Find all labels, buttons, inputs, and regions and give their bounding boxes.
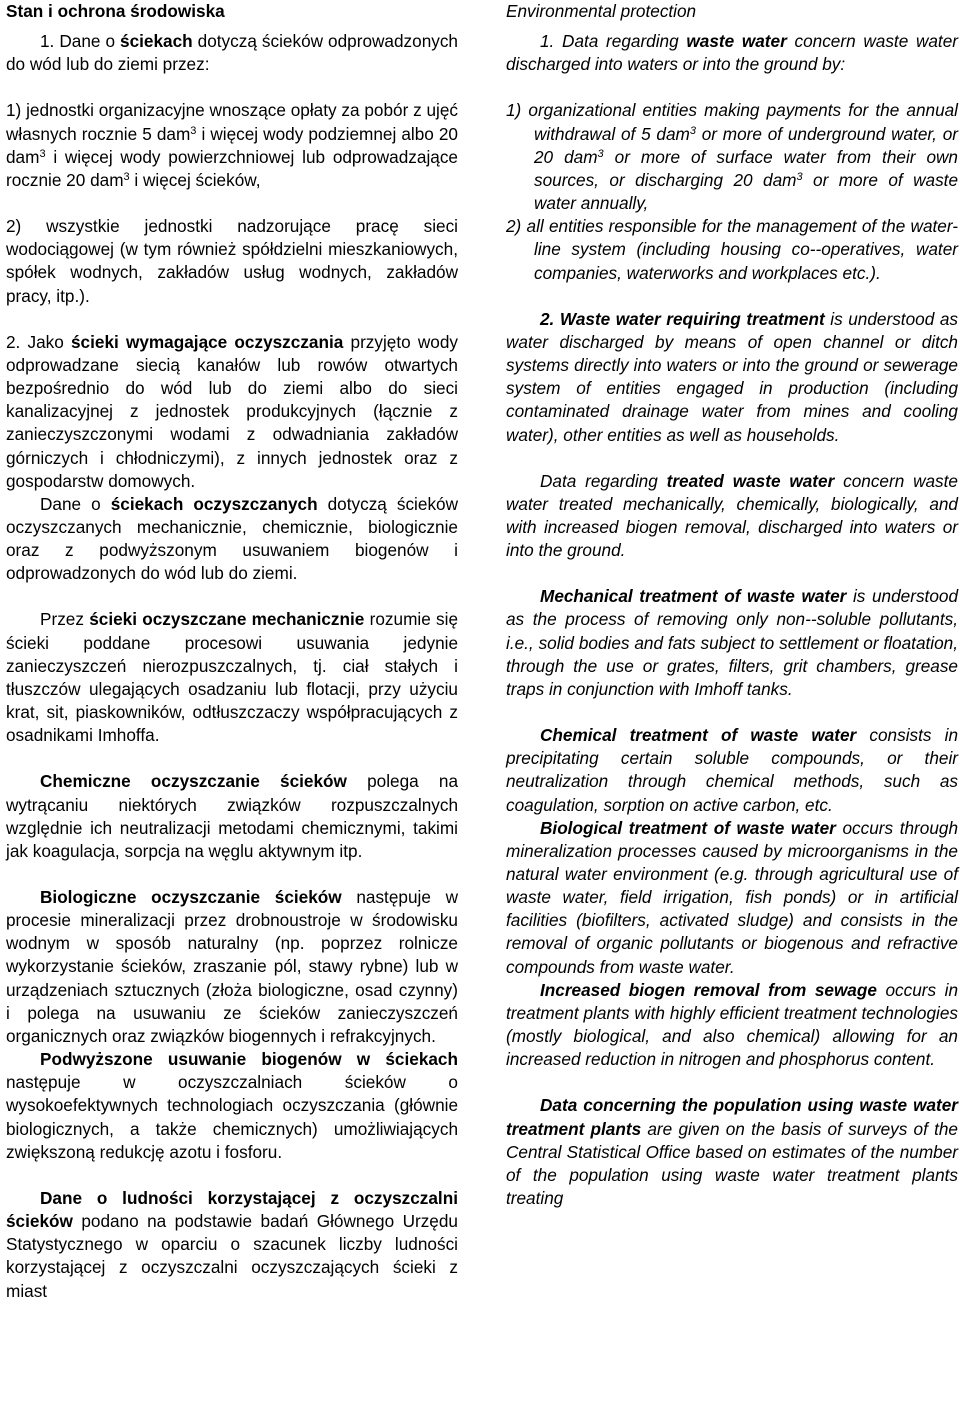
term-mechaniczne: ścieki oczyszczane mechanicznie — [89, 609, 365, 630]
paragraph-1-pl: 1. Dane o ściekach dotyczą ścieków odprowadzonych do wód lub do ziemi przez: — [6, 31, 458, 75]
paragraph-8-pl: Dane o ludności korzystającej z oczyszczalni ścieków podano na podstawie badań Głównego Urzędu Statystycznego w oparciu o szacunek liczby ludności korzystającej z oczyszczalni oczyszczających ścieki z miast — [6, 1187, 458, 1301]
term-biogeny: Podwyższone usuwanie biogenów w ściekach — [40, 1049, 458, 1070]
paragraph-5-en: Chemical treatment of waste water consists in precipitating certain soluble compounds, or their neutralization through chemical methods, such as coagulation, sorption on active carbon, etc. — [506, 725, 958, 815]
paragraph-8-en: Data concerning the population using waste water treatment plants are given on the basis of surveys of the Central Statistical Office based on estimates of the number of the population using waste water treatment plants treating — [506, 1095, 958, 1209]
paragraph-4-pl: Przez ścieki oczyszczane mechanicznie rozumie się ścieki poddane procesowi usuwania jedynie zanieczyszczeń nierozpuszczalnych, tj. ciał stałych i tłuszczów ulegających osadzaniu lub flotacji, przy użyciu krat, sit, piaskowników, odtłuszczaczy współpracujących z osadnikami Imhoffa. — [6, 609, 459, 746]
paragraph-1-en: 1. Data regarding waste water concern waste water discharged into waters or into the ground by: — [506, 31, 958, 75]
paragraph-4-en: Mechanical treatment of waste water is understood as the process of removing only non--soluble pollutants, i.e., solid bodies and fats subject to settlement or floatation, through the use or grates, filters, grit chambers, grease traps in conjunction with Imhoff tanks. — [506, 586, 958, 699]
paragraph-2-pl: 2. Jako ścieki wymagające oczyszczania przyjęto wody odprowadzane siecią kanałów lub rowów otwartych bezpośrednio do wód lub do ziemi albo do sieci kanalizacyjnej z jednostek produkcyjnych (łącznie z zanieczyszczonymi wodami z odwadniania zakładów górniczych i chłodniczymi), z innych jednostek oraz z gospodarstw domowych. — [6, 331, 458, 491]
paragraph-7-en: Increased biogen removal from sewage occurs in treatment plants with highly efficient treatment technologies (mostly biological, and also chemical) allowing for an increased reduction in nitrogen and phosphorus content. — [506, 979, 958, 1070]
english-column — [506, 0, 958, 1210]
term-requiring-treatment: 2. Waste water requiring treatment — [540, 308, 825, 329]
term-chemiczne: Chemiczne oczyszczanie ścieków — [40, 771, 347, 792]
term-biological: Biological treatment of waste water — [540, 817, 836, 838]
term-chemical: Chemical treatment of waste water — [540, 725, 857, 746]
term-mechanical: Mechanical treatment of waste water — [540, 586, 847, 607]
section-title-pl: Stan i ochrona środowiska — [6, 1, 225, 21]
term-treated-waste-water: treated waste water — [666, 470, 835, 491]
list-item-2-en: 2) all entities responsible for the management of the water-line system (including housing co--operatives, water companies, waterworks and workplaces etc.). — [506, 216, 958, 283]
term-scieki-wymagajace: ścieki wymagające oczyszczania — [71, 331, 344, 352]
paragraph-2-en: 2. Waste water requiring treatment is understood as water discharged by means of open channel or ditch systems directly into waters or into the ground or sewerage system of entities engaged in production (including contaminated drainage water from mines and cooling water), other entities as well as households. — [506, 308, 958, 445]
term-waste-water: waste water — [686, 31, 787, 52]
paragraph-3-en: Data regarding treated waste water concern waste water treated mechanically, chemically, biologically, and with increased biogen removal, discharged into waters or into the ground. — [506, 470, 958, 561]
term-sciekach: ściekach — [120, 31, 193, 52]
term-biogen-removal: Increased biogen removal from sewage — [540, 979, 877, 1000]
polish-column — [6, 0, 458, 1303]
term-scieki-oczyszczane: ściekach oczyszczanych — [110, 493, 318, 514]
paragraph-7-pl: Podwyższone usuwanie biogenów w ściekach następuje w oczyszczalniach ścieków o wysokoefektywnych technologiach oczyszczania (głównie biologicznych, a także chemicznych) umożliwiających zwiększoną redukcję azotu i fosforu. — [6, 1049, 458, 1162]
paragraph-3-pl: Dane o ściekach oczyszczanych dotyczą ścieków oczyszczanych mechanicznie, chemicznie, biologicznie oraz z podwyższonym usuwaniem biogenów i odprowadzonych do wód lub do ziemi. — [6, 493, 459, 584]
section-title-en: Environmental protection — [506, 1, 697, 21]
term-biologiczne: Biologiczne oczyszczanie ścieków — [40, 887, 342, 907]
list-item-2-pl: 2) wszystkie jednostki nadzorujące pracę sieci wodociągowej (w tym również spółdzielni mieszkaniowych, spółek wodnych, zakładów usług wodnych, zakładów pracy, itp.). — [6, 216, 458, 306]
paragraph-6-en: Biological treatment of waste water occurs through mineralization processes caused by microorganisms in the natural water environment (e.g. through agricultural use of waste water, field irrigation, fish ponds) or in artificial facilities (biofilters, activated sludge) and consists in the removal of organic pollutants or biogenous and refractive compounds from waste water. — [506, 817, 959, 977]
paragraph-5-pl: Chemiczne oczyszczanie ścieków polega na wytrącaniu niektórych związków rozpuszczalnych względnie ich neutralizacji metodami chemicznymi, takimi jak koagulacja, sorpcja na węglu aktywnym itp. — [6, 771, 459, 861]
term-ludnosc: Dane o ludności korzystającej z oczyszczalni ścieków — [6, 1187, 458, 1232]
term-population: Data concerning the population using waste water treatment plants — [506, 1095, 958, 1139]
list-item-1-en: 1) organizational entities making payments for the annual withdrawal of 5 dam$^3$ or more of underground water, or 20 dam$^3$ or more of surface water from their own sources, or discharging 20 dam$^3$ or more of waste water annually, — [506, 100, 959, 214]
paragraph-6-pl: Biologiczne oczyszczanie ścieków następuje w procesie mineralizacji przez drobnoustroje w środowisku wodnym w sposób naturalny (np. poprzez rolnicze wykorzystanie ścieków, zraszanie pól, stawy rybne) lub w urządzeniach sztucznych (złoża biologiczne, osad czynny) i polega na usuwaniu ze ścieków zanieczyszczeń organicznych oraz związków biogennych i refrakcyjnych. — [6, 887, 458, 1046]
list-item-1-pl: 1) jednostki organizacyjne wnoszące opłaty za pobór z ujęć własnych rocznie 5 dam$^3$ i więcej wody podziemnej albo 20 dam$^3$ i więcej wody powierzchniowej lub odprowadzające rocznie 20 dam$^3$ i więcej ścieków, — [6, 100, 458, 190]
